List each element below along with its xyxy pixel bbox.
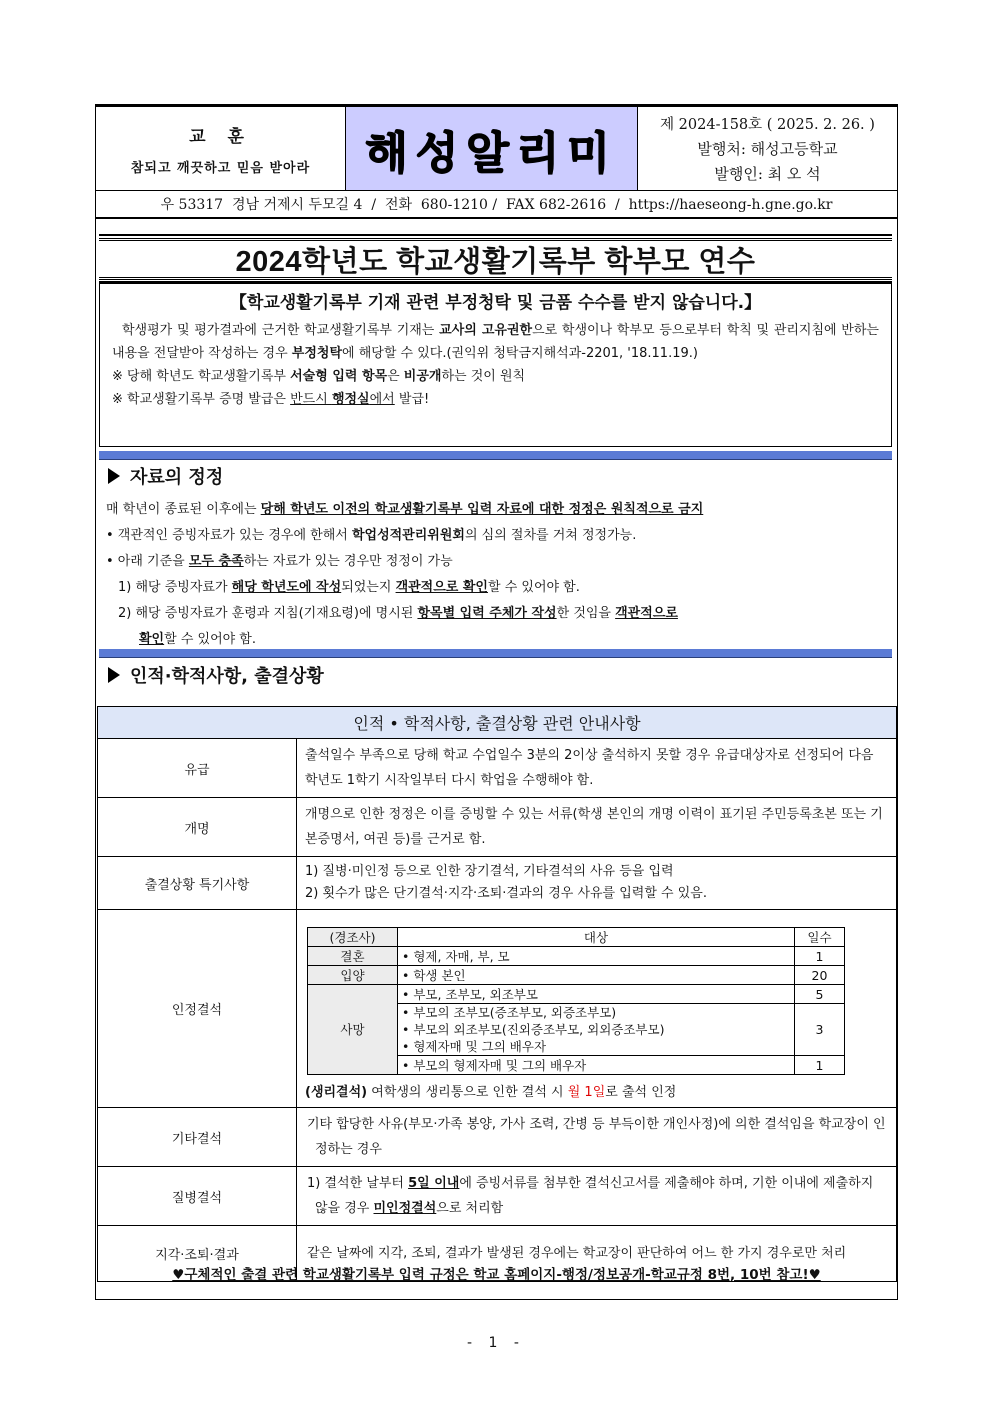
notice-note-private: ※ 당해 학년도 학교생활기록부 서술형 입력 항목은 비공개하는 것이 원칙 bbox=[112, 369, 526, 384]
correction-bullet: • 객관적인 증빙자료가 있는 경우에 한해서 학업성적관리위원회의 심의 절차를 거쳐 정정가능. bbox=[106, 528, 637, 543]
issuer: 발행인: 최 오 석 bbox=[714, 165, 821, 183]
page-title: 2024학년도 학교생활기록부 학부모 연수 bbox=[235, 245, 756, 278]
table-row: 질병결석 1) 결석한 날부터 5일 이내에 증빙서류를 첨부한 결석신고서를 제출해야 하며, 기한 이내에 제출하지 않을 경우 미인정결석으로 처리함 bbox=[98, 1167, 897, 1226]
criterion-2: 2) 해당 증빙자료가 훈령과 지침(기재요령)에 명시된 항목별 입력 주체가 작성한 것임을 객관적으로 bbox=[118, 606, 678, 621]
correction-rule: 매 학년이 종료된 이후에는 당해 학년도 이전의 학교생활기록부 입력 자료에 대한 정정은 원칙적으로 금지 bbox=[106, 502, 704, 517]
table-row: 지각·조퇴·결과 같은 날짜에 지각, 조퇴, 결과가 발생된 경우에는 학교장이 판단하여 어느 한 가지 경우로만 처리 bbox=[98, 1226, 897, 1282]
masthead bbox=[96, 105, 897, 191]
triangle-bullet-icon bbox=[108, 468, 120, 484]
brand-title: 해성알리미 bbox=[365, 127, 618, 179]
table-header: 인적 • 학적사항, 출결상황 관련 안내사항 bbox=[98, 707, 897, 739]
footer-reference-note: ♥구체적인 출결 관련 학교생활기록부 입력 규정은 학교 홈페이지-행정/정보공개-학교규정 8번, 10번 참고!♥ bbox=[172, 1267, 821, 1283]
page-number: - 1 - bbox=[467, 1335, 525, 1351]
notice-note-certificate: ※ 학교생활기록부 증명 발급은 반드시 행정실에서 발급! bbox=[112, 392, 430, 407]
publisher: 발행처: 해성고등학교 bbox=[697, 140, 838, 158]
school-motto bbox=[96, 107, 346, 190]
correction-content bbox=[106, 497, 886, 653]
section-heading-correction: 자료의 정정 bbox=[108, 463, 223, 489]
title-banner bbox=[99, 238, 892, 280]
table-row: 출결상황 특기사항 1) 질병·미인정 등으로 인한 장기결석, 기타결석의 사유 등을 입력 2) 횟수가 많은 단기결석·지각·조퇴·결과의 경우 사유를 입력할 수 있음. bbox=[98, 857, 897, 910]
newsletter-brand bbox=[346, 107, 638, 190]
section-heading-attendance: 인적·학적사항, 출결상황 bbox=[108, 662, 324, 688]
table-row: 기타결석 기타 합당한 사유(부모·가족 봉양, 가사 조력, 간병 등 부득이한 개인사정)에 의한 결석임을 학교장이 인정하는 경우 bbox=[98, 1108, 897, 1167]
notice-paragraph: 학생평가 및 평가결과에 근거한 학교생활기록부 기재는 교사의 고유권한으로 학생이나 학부모 등으로부터 학칙 및 관리지침에 반하는 내용을 전달받아 작성하는 경우 부정청탁에 해당할 수 있다.(권익위 청탁금지해석과-2201, '18.11.19.) bbox=[112, 323, 879, 361]
table-row: 인정결석 (경조사) 대상 일수 결혼 • 형제, 자매, 부, 모 1 입양 • 학생 본인 20 사망 • 부모, 조부모, 외조부모 5 • 부모의 조부모(증조부모, 외증조부모) • 부모의 외조부모(진외증조부모, 외외증조부모) • 형제자매 및 그의 배우자 3 • 부모의 형제자매 및 그의 배우자 1 (생리결석) 여학생의 생리통으로 인한 결석 시 월 1일로 출석 인정 bbox=[98, 910, 897, 1108]
motto-text: 참되고 깨끗하고 믿음 받아라 bbox=[130, 160, 311, 176]
table-row: 유급 출석일수 부족으로 당해 학교 수업일수 3분의 2이상 출석하지 못할 경우 유급대상자로 선정되어 다음 학년도 1학기 시작일부터 다시 학업을 수행해야 함. bbox=[98, 739, 897, 798]
section-divider bbox=[99, 451, 892, 460]
table-row: 개명 개명으로 인한 정정은 이를 증빙할 수 있는 서류(학생 본인의 개명 이력이 표기된 주민등록초본 또는 기본증명서, 여권 등)를 근거로 함. bbox=[98, 798, 897, 857]
criterion-1: 1) 해당 증빙자료가 해당 학년도에 작성되었는지 객관적으로 확인할 수 있어야 함. bbox=[118, 580, 580, 595]
motto-title: 교 훈 bbox=[189, 126, 252, 147]
section-divider bbox=[99, 649, 892, 658]
notice-heading: 【학교생활기록부 기재 관련 부정청탁 및 금품 수수를 받지 않습니다.】 bbox=[229, 293, 762, 313]
menstrual-absence-note: (생리결석) 여학생의 생리통으로 인한 결석 시 월 1일로 출석 인정 bbox=[305, 1085, 677, 1100]
newsletter-page bbox=[95, 104, 898, 1300]
criterion-2-cont: 확인할 수 있어야 함. bbox=[139, 632, 257, 647]
attendance-guide-table bbox=[97, 706, 897, 1282]
correction-bullet: • 아래 기준을 모두 충족하는 자료가 있는 경우만 정정이 가능 bbox=[106, 554, 453, 569]
issue-number: 제 2024-158호 ( 2025. 2. 26. ) bbox=[660, 117, 875, 133]
issue-info bbox=[638, 107, 897, 190]
notice-box bbox=[99, 281, 892, 447]
triangle-bullet-icon bbox=[108, 667, 120, 683]
ceremony-leave-table: (경조사) 대상 일수 결혼 • 형제, 자매, 부, 모 1 입양 • 학생 본인 20 사망 • 부모, 조부모, 외조부모 5 • 부모의 조부모(증조부모, 외증조부모) • 부모의 외조부모(진외증조부모, 외외증조부모) • 형제자매 및 그의 배우자 3 • 부모의 형제자매 및 그의 배우자 1 bbox=[307, 927, 845, 1075]
school-address: 우 53317 경남 거제시 두모길 4 / 전화 680-1210 / FAX 682-2616 / https://haeseong-h.gne.go.kr bbox=[96, 191, 897, 219]
